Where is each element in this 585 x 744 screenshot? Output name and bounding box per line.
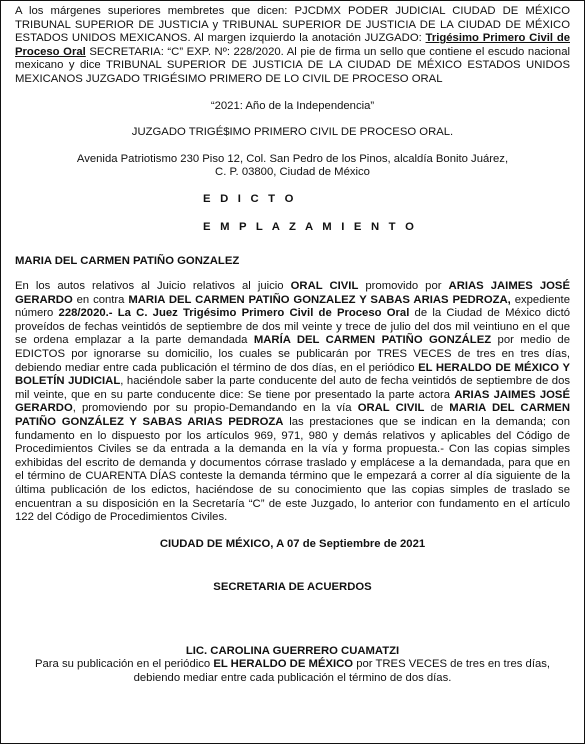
- body-seg-17: de: [424, 402, 450, 415]
- body-seg-19: las prestaciones que se indican en la demanda; con fundamento en lo dispuesto por los artículos 969, 971, 980 y demás relativos y aplicables del Código de Procedimientos Civiles se da entrada a la demanda en la vía y forma propuesta.- Con las copias simples exhibidas del escrito de demanda y documentos córrase traslado y emplácese a la demandada, para que en el término de CUARENTA DÍAS conteste la demanda término que le empezará a correr al día siguiente de la última publicación de los edictos, haciéndose de su conocimiento que las copias simples de traslado se encuentran a su disposición en la Secretaría “C” de este Juzgado, lo anterior con fundamento en el artículo 122 del Código de Procedimientos Civiles.: [15, 415, 570, 524]
- body-seg-10: MARÍA DEL CARMEN PATIÑO GONZÁLEZ: [253, 334, 492, 347]
- body-seg-18: MARIA DEL CARMEN PATIÑO GONZÁLEZ Y SABAS ARIAS PEDROZA: [15, 402, 571, 428]
- body-seg-12: EL HERALDO DE MÉXICO Y BOLETÍN JUDICIAL: [15, 361, 570, 388]
- body-seg-8: 228/2020.- La C. Juez Trigésimo Primero Civil de Proceso Oral: [58, 307, 410, 320]
- body-seg-2: ORAL CIVIL: [290, 280, 359, 293]
- body-seg-16: ORAL CIVIL: [357, 402, 425, 415]
- date-line: CIUDAD DE MÉXICO, A 07 de Septiembre de 2021: [159, 537, 426, 550]
- body-seg-11: por medio de EDICTOS por ignorarse su domicilio, los cuales se publicarán por TRES VECES de tres en tres días, debiendo mediar entre cada publicación el término de dos días, en el periódico: [15, 334, 570, 374]
- body-seg-9: de la Ciudad de México dictó proveídos de fechas veintidós de septiembre de dos mil veinte y trece de julio del dos mil veintiuno en el que se ordena emplazar a la parte demandada: [15, 307, 570, 347]
- body-seg-14: ARIAS JAIMES JOSÉ GERARDO: [15, 388, 570, 415]
- footer-note: [15, 658, 570, 685]
- footer-newspaper: EL HERALDO DE MÉXICO: [213, 658, 354, 671]
- body-seg-4: ARIAS JAIMES JOSÉ GERARDO: [15, 280, 570, 306]
- court-name-underlined: Trigésimo Primero Civil de Proceso Oral: [15, 32, 570, 58]
- court-heading: JUZGADO TRIGÉ$IMO PRIMERO CIVIL DE PROCESO ORAL.: [131, 126, 454, 139]
- body-seg-7: expediente número: [15, 293, 570, 320]
- court-address-line-2: C. P. 03800, Ciudad de México: [215, 166, 370, 179]
- secretary-title: SECRETARIA DE ACUERDOS: [213, 581, 372, 594]
- body-seg-5: en contra: [72, 293, 129, 306]
- body-seg-6: MARIA DEL CARMEN PATIÑO GONZALEZ Y SABAS ARIAS PEDROZA,: [128, 293, 511, 306]
- body-seg-15: , promoviendo por su propio-Demandando en la vía: [72, 402, 358, 415]
- header-text-3: SECRETARIA: “C” EXP. Nº: 228/2020. Al pie de firma un sello que contiene el escudo nacional mexicano y dice TRIBUNAL SUPERIOR DE JUSTICIA DE LA CIUDAD DE MÉXICO ESTADOS UNIDOS MEXICANOS JUZGADO TRIGÉSIMO PRIMERO DE LO CIVIL DE PROCESO ORAL: [15, 45, 570, 85]
- footer-text-3: por TRES VECES de tres en tres días, debiendo mediar entre cada publicación el término de dos días.: [133, 658, 551, 685]
- addressee-name: MARIA DEL CARMEN PATIÑO GONZALEZ: [15, 255, 240, 268]
- body-seg-3: promovido por: [358, 280, 449, 293]
- header-paragraph: [15, 5, 570, 87]
- body-seg-13: , haciéndole saber la parte conducente del auto de fecha veintidós de septiembre de dos mil veinte, que en su parte conducente dice: Se tiene por presentado la parte actora: [15, 375, 571, 401]
- edicto-heading: E D I C T O: [203, 192, 297, 205]
- body-paragraph: [15, 280, 570, 525]
- footer-text-1: Para su publicación en el periódico: [34, 658, 214, 671]
- signatory-name: LIC. CAROLINA GUERRERO CUAMATZI: [185, 644, 400, 657]
- emplazamiento-heading: E M P L A Z A M I E N T O: [203, 220, 418, 233]
- body-seg-1: En los autos relativos al Juicio relativos al juicio: [15, 280, 291, 293]
- header-text-1: A los márgenes superiores membretes que dicen: PJCDMX PODER JUDICIAL CIUDAD DE MÉXICO TRIBUNAL SUPERIOR DE JUSTICIA y TRIBUNAL SUPERIOR DE JUSTICIA DE LA CIUDAD DE MÉXICO ESTADOS UNIDOS MEXICANOS. Al margen izquierdo la anotación JUZGADO:: [15, 5, 570, 45]
- year-motto: “2021: Año de la Independencia”: [210, 99, 375, 112]
- court-address-line-1: Avenida Patriotismo 230 Piso 12, Col. San Pedro de los Pinos, alcaldía Bonito Juárez,: [76, 152, 509, 165]
